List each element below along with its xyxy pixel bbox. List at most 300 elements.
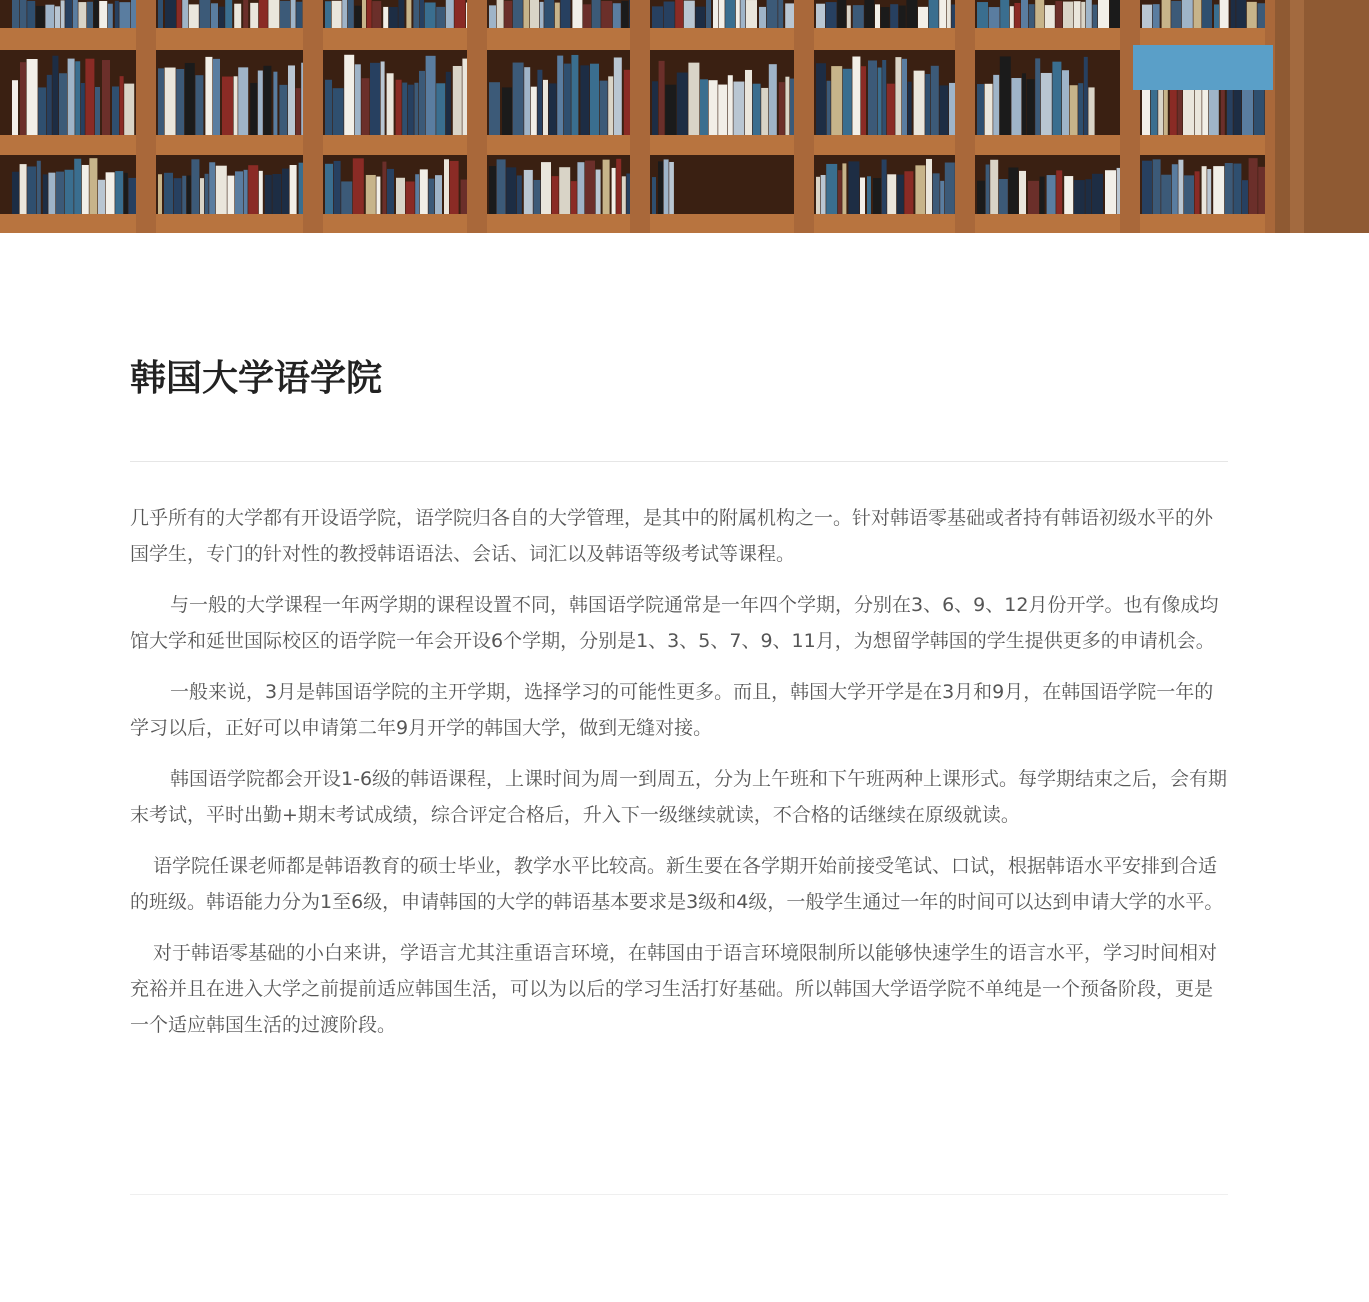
book bbox=[1022, 73, 1026, 135]
book bbox=[213, 59, 220, 135]
book bbox=[1074, 1, 1081, 28]
book bbox=[990, 160, 998, 214]
book bbox=[420, 169, 428, 214]
book bbox=[372, 1, 381, 28]
book bbox=[332, 1, 342, 28]
book bbox=[652, 81, 658, 135]
book bbox=[211, 3, 218, 28]
book bbox=[20, 164, 27, 214]
book bbox=[601, 1, 612, 28]
book bbox=[986, 165, 990, 214]
book bbox=[533, 180, 540, 214]
book bbox=[603, 160, 610, 214]
book bbox=[816, 177, 820, 214]
book bbox=[1008, 167, 1018, 214]
book bbox=[381, 61, 385, 135]
book bbox=[875, 4, 880, 28]
book bbox=[38, 87, 46, 135]
book bbox=[1010, 6, 1014, 28]
book bbox=[382, 162, 386, 214]
book bbox=[248, 165, 258, 214]
shelf-divider bbox=[955, 0, 975, 233]
book bbox=[1041, 73, 1052, 135]
book bbox=[887, 84, 895, 135]
book bbox=[243, 0, 248, 28]
window-light bbox=[1133, 45, 1273, 90]
book bbox=[1029, 4, 1035, 28]
book bbox=[902, 59, 907, 135]
book bbox=[165, 0, 176, 28]
book bbox=[709, 80, 718, 135]
book bbox=[1000, 56, 1011, 135]
title-divider bbox=[130, 461, 1228, 462]
book bbox=[370, 63, 380, 135]
book bbox=[85, 59, 94, 135]
book bbox=[882, 160, 887, 214]
book bbox=[1153, 159, 1161, 214]
book bbox=[354, 6, 361, 28]
book bbox=[1063, 2, 1073, 28]
book bbox=[282, 169, 289, 214]
book bbox=[873, 178, 881, 214]
book bbox=[279, 85, 287, 135]
book bbox=[176, 69, 184, 135]
shelf-divider bbox=[303, 0, 323, 233]
book bbox=[182, 176, 186, 214]
book bbox=[612, 168, 616, 214]
book bbox=[524, 170, 533, 214]
paragraph-4: 韩国语学院都会开设1-6级的韩语课程，上课时间为周一到周五，分为上午班和下午班两种上课形式。每学期结束之后，会有期末考试，平时出勤+期末考试成绩，综合评定合格后，升入下一级继续就读，不合格的话继续在原级就读。 bbox=[130, 768, 1228, 826]
book bbox=[174, 178, 182, 214]
book bbox=[1085, 179, 1091, 214]
book bbox=[925, 74, 930, 135]
book bbox=[244, 170, 248, 214]
book bbox=[864, 0, 874, 28]
paragraph-6: 对于韩语零基础的小白来讲，学语言尤其注重语言环境，在韩国由于语言环境限制所以能够快速学生的语言水平，学习时间相对充裕并且在进入大学之前提前适应韩国生活，可以为以后的学习生活打好基础。所以韩国大学语学院不单纯是一个预备阶段，更是一个适应韩国生活的过渡阶段。 bbox=[130, 942, 1218, 1036]
book bbox=[47, 75, 52, 135]
book bbox=[785, 77, 789, 135]
book bbox=[1193, 0, 1201, 28]
book bbox=[1171, 1, 1181, 28]
book bbox=[98, 180, 105, 214]
book bbox=[389, 7, 398, 28]
book bbox=[1078, 83, 1083, 135]
shelf-divider bbox=[1120, 0, 1140, 233]
book bbox=[296, 88, 301, 135]
book bbox=[73, 0, 78, 28]
book bbox=[608, 76, 613, 135]
book bbox=[918, 7, 928, 28]
book bbox=[402, 83, 407, 135]
book bbox=[325, 164, 333, 214]
book bbox=[56, 172, 64, 214]
book bbox=[446, 0, 454, 28]
book bbox=[119, 2, 130, 28]
book bbox=[27, 59, 38, 135]
shelf-divider bbox=[136, 0, 156, 233]
book bbox=[1184, 175, 1194, 214]
book bbox=[12, 172, 19, 214]
book bbox=[1242, 180, 1248, 214]
book bbox=[989, 7, 1000, 28]
book bbox=[296, 2, 302, 28]
book bbox=[115, 171, 123, 214]
book bbox=[1202, 166, 1207, 214]
book bbox=[761, 88, 768, 135]
book bbox=[537, 70, 542, 135]
book bbox=[740, 0, 745, 28]
book bbox=[234, 4, 241, 28]
book bbox=[769, 64, 777, 135]
book bbox=[931, 66, 939, 135]
book bbox=[622, 176, 626, 214]
book bbox=[908, 82, 912, 135]
book bbox=[74, 159, 81, 214]
book bbox=[616, 159, 621, 214]
book bbox=[838, 170, 842, 214]
book bbox=[454, 0, 465, 28]
book bbox=[238, 67, 248, 135]
book bbox=[361, 78, 369, 135]
book bbox=[555, 3, 560, 28]
book bbox=[362, 0, 366, 28]
book bbox=[450, 161, 459, 214]
book bbox=[291, 0, 296, 28]
shelf-board bbox=[0, 214, 1369, 233]
book bbox=[115, 1, 119, 28]
book bbox=[826, 2, 837, 28]
book bbox=[272, 174, 281, 214]
book bbox=[895, 57, 901, 135]
book bbox=[94, 0, 99, 28]
book bbox=[225, 0, 232, 28]
book bbox=[1247, 2, 1257, 28]
book bbox=[736, 0, 740, 28]
book bbox=[355, 64, 361, 135]
book bbox=[842, 163, 846, 214]
book bbox=[20, 0, 27, 28]
book bbox=[108, 4, 113, 28]
shelf-divider bbox=[630, 0, 650, 233]
book bbox=[719, 0, 725, 28]
book bbox=[344, 55, 354, 135]
book bbox=[1162, 0, 1171, 28]
book bbox=[580, 65, 589, 135]
book bbox=[1105, 170, 1116, 214]
book bbox=[124, 173, 128, 214]
book bbox=[102, 60, 110, 135]
book bbox=[1142, 5, 1152, 28]
bookshelf-illustration bbox=[0, 0, 1369, 233]
book bbox=[158, 174, 162, 214]
book bbox=[353, 158, 364, 214]
book bbox=[12, 0, 19, 28]
book bbox=[1081, 2, 1085, 28]
book bbox=[396, 80, 402, 135]
book bbox=[524, 67, 530, 135]
book bbox=[513, 0, 523, 28]
book bbox=[624, 70, 631, 135]
book bbox=[234, 76, 238, 135]
book bbox=[590, 64, 599, 135]
book bbox=[1019, 171, 1026, 214]
book bbox=[821, 175, 826, 214]
book bbox=[20, 62, 26, 135]
book bbox=[413, 0, 419, 28]
book bbox=[1047, 175, 1056, 214]
book bbox=[504, 1, 512, 28]
book bbox=[718, 85, 727, 135]
book bbox=[867, 176, 871, 214]
book bbox=[669, 162, 674, 214]
book bbox=[406, 0, 411, 28]
book bbox=[48, 173, 55, 214]
book bbox=[398, 0, 404, 28]
book bbox=[191, 159, 199, 214]
book bbox=[27, 1, 35, 28]
book bbox=[1064, 176, 1073, 214]
book bbox=[759, 7, 766, 28]
book bbox=[425, 2, 436, 28]
book bbox=[1214, 4, 1219, 28]
book bbox=[767, 0, 778, 28]
book bbox=[250, 83, 257, 135]
book bbox=[165, 68, 176, 135]
book bbox=[95, 87, 100, 135]
book bbox=[273, 72, 277, 135]
book bbox=[65, 170, 74, 214]
book bbox=[444, 159, 449, 214]
book bbox=[387, 169, 394, 214]
book bbox=[265, 175, 272, 214]
book bbox=[43, 174, 48, 214]
book bbox=[420, 0, 424, 28]
book bbox=[695, 7, 705, 28]
book bbox=[120, 76, 124, 135]
book bbox=[367, 0, 372, 28]
book bbox=[1161, 175, 1171, 214]
book bbox=[706, 0, 711, 28]
book bbox=[78, 2, 86, 28]
book bbox=[428, 179, 434, 214]
book bbox=[881, 7, 890, 28]
book bbox=[852, 57, 860, 135]
book bbox=[1151, 85, 1158, 135]
book bbox=[250, 3, 258, 28]
book bbox=[626, 174, 630, 214]
book bbox=[1086, 0, 1092, 28]
book bbox=[728, 75, 733, 135]
book bbox=[733, 82, 744, 135]
book bbox=[55, 6, 60, 28]
book bbox=[436, 83, 445, 135]
book bbox=[290, 165, 297, 214]
book bbox=[502, 87, 512, 135]
book bbox=[868, 60, 877, 135]
book bbox=[517, 175, 522, 214]
book bbox=[543, 80, 548, 135]
book bbox=[659, 61, 665, 135]
book bbox=[652, 177, 656, 214]
book bbox=[408, 85, 414, 135]
book bbox=[1052, 62, 1061, 135]
book bbox=[778, 0, 783, 28]
book bbox=[99, 1, 107, 28]
book bbox=[745, 70, 752, 135]
book bbox=[664, 159, 669, 214]
book bbox=[1254, 87, 1265, 135]
book bbox=[899, 6, 906, 28]
book bbox=[1225, 163, 1233, 214]
book bbox=[985, 84, 993, 135]
book bbox=[753, 84, 761, 135]
page-title: 韩国大学语学院 bbox=[130, 358, 383, 399]
book bbox=[446, 72, 451, 135]
book bbox=[75, 61, 80, 135]
book bbox=[677, 73, 688, 135]
book bbox=[1220, 0, 1229, 28]
book bbox=[1231, 0, 1236, 28]
book bbox=[12, 80, 18, 135]
book bbox=[288, 65, 295, 135]
book bbox=[415, 174, 419, 214]
book bbox=[27, 166, 36, 214]
book bbox=[860, 178, 865, 214]
book bbox=[914, 71, 925, 135]
book bbox=[259, 171, 263, 214]
book bbox=[1092, 5, 1097, 28]
book bbox=[1056, 170, 1062, 214]
book bbox=[396, 178, 405, 214]
book bbox=[497, 159, 506, 214]
book bbox=[560, 0, 570, 28]
book bbox=[621, 1, 628, 28]
book bbox=[1055, 1, 1062, 28]
book bbox=[658, 161, 663, 214]
book bbox=[489, 82, 500, 135]
book bbox=[1035, 0, 1044, 28]
book bbox=[940, 181, 944, 214]
book bbox=[1153, 4, 1160, 28]
book bbox=[65, 0, 72, 28]
book bbox=[652, 6, 663, 28]
article-body bbox=[130, 500, 1228, 1058]
book bbox=[342, 0, 347, 28]
book bbox=[1202, 0, 1212, 28]
paragraph-1: 几乎所有的大学都有开设语学院，语学院归各自的大学管理，是其中的附属机构之一。针对韩语零基础或者持有韩语初级水平的外国学生，专门的针对性的教授韩语语法、会话、词汇以及韩语等级考试等课程。 bbox=[130, 507, 1214, 565]
book bbox=[112, 86, 119, 135]
book bbox=[189, 4, 199, 28]
book bbox=[559, 167, 570, 214]
book bbox=[1074, 180, 1085, 214]
book bbox=[1062, 70, 1069, 135]
book bbox=[890, 4, 898, 28]
book bbox=[1035, 58, 1040, 135]
book bbox=[182, 0, 188, 28]
book bbox=[1233, 164, 1241, 214]
book bbox=[713, 0, 718, 28]
book bbox=[993, 75, 999, 135]
book bbox=[1040, 177, 1045, 214]
shelf-board bbox=[0, 135, 1369, 155]
book bbox=[746, 0, 757, 28]
book bbox=[1070, 85, 1078, 135]
book bbox=[688, 63, 699, 135]
book bbox=[124, 84, 134, 135]
book bbox=[1045, 5, 1055, 28]
shelf-divider bbox=[467, 0, 487, 233]
book bbox=[325, 1, 331, 28]
book bbox=[1084, 57, 1088, 135]
book bbox=[187, 175, 191, 214]
book bbox=[939, 0, 946, 28]
paragraph-3: 一般来说，3月是韩国语学院的主开学期，选择学习的可能性更多。而且，韩国大学开学是在3月和9月，在韩国语学院一年的学习以后，正好可以申请第二年9月开学的韩国大学，做到无缝对接。 bbox=[130, 681, 1214, 739]
book bbox=[387, 73, 394, 135]
book bbox=[592, 0, 601, 28]
book bbox=[583, 4, 591, 28]
book bbox=[36, 6, 45, 28]
book bbox=[945, 163, 955, 214]
book bbox=[831, 66, 842, 135]
book bbox=[882, 60, 886, 135]
book bbox=[585, 161, 595, 214]
book bbox=[209, 162, 215, 214]
book bbox=[268, 0, 279, 28]
book bbox=[531, 87, 537, 135]
book bbox=[45, 5, 54, 28]
book bbox=[205, 174, 209, 214]
book bbox=[333, 88, 344, 135]
book bbox=[1182, 0, 1193, 28]
book bbox=[887, 174, 896, 214]
book bbox=[200, 178, 204, 214]
book bbox=[1027, 79, 1035, 135]
book bbox=[664, 2, 675, 28]
book bbox=[406, 181, 415, 214]
book bbox=[506, 167, 516, 214]
book bbox=[227, 176, 234, 214]
book bbox=[341, 181, 352, 214]
book bbox=[259, 0, 268, 28]
book bbox=[158, 68, 164, 135]
book bbox=[816, 63, 826, 135]
book bbox=[827, 81, 831, 135]
book bbox=[205, 57, 212, 135]
book bbox=[572, 0, 582, 28]
book bbox=[52, 56, 58, 135]
book bbox=[87, 2, 93, 28]
book bbox=[837, 0, 846, 28]
book bbox=[219, 7, 225, 28]
book bbox=[843, 69, 852, 135]
book bbox=[904, 171, 913, 214]
book bbox=[897, 175, 904, 214]
book bbox=[383, 7, 388, 28]
shelf-wall bbox=[1275, 0, 1369, 233]
book bbox=[523, 0, 529, 28]
book bbox=[195, 75, 203, 135]
book bbox=[861, 66, 866, 135]
book bbox=[453, 66, 462, 135]
book bbox=[334, 161, 341, 214]
book bbox=[939, 85, 948, 135]
book bbox=[878, 68, 882, 135]
book bbox=[915, 165, 925, 214]
paragraph-5: 语学院任课老师都是韩语教育的硕士毕业，教学水平比较高。新生要在各学期开始前接受笔试、口试，根据韩语水平安排到合适的班级。韩语能力分为1至6级，申请韩国的大学的韩语基本要求是3级和4级，一般学生通过一年的时间可以达到申请大学的水平。 bbox=[130, 855, 1224, 913]
book bbox=[929, 0, 939, 28]
book bbox=[59, 73, 67, 135]
book bbox=[82, 165, 89, 214]
